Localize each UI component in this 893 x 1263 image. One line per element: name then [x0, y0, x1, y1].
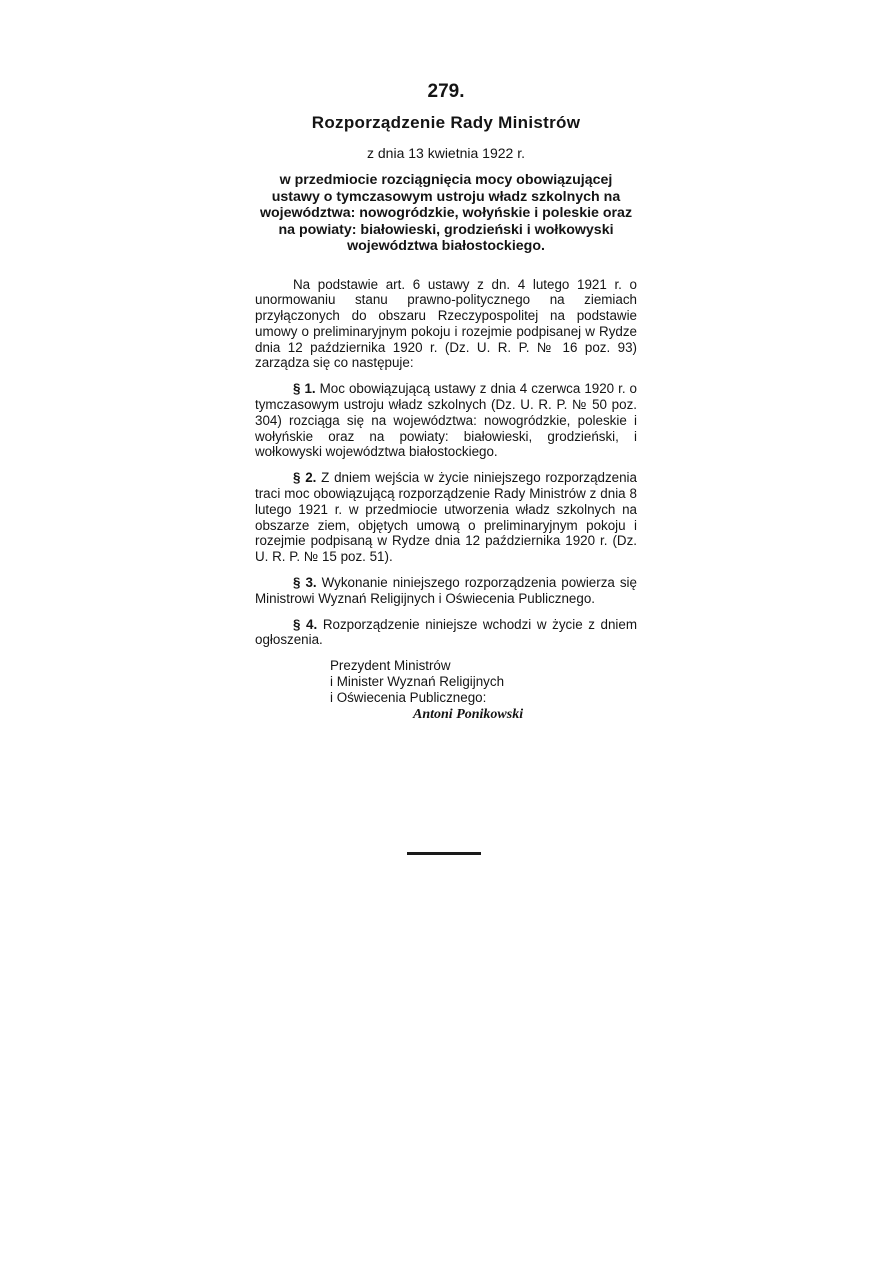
section-4-mark: § 4. — [293, 616, 318, 632]
act-subject: w przedmiocie rozciągnięcia mocy obowiązującej ustawy o tymczasowym ustroju władz szkolnych na województwa: nowogródzkie, wołyńskie i poleskie oraz na powiaty: białowieski, grodzieński i wołkowyski województwa białostockiego. — [259, 172, 633, 254]
section-1-mark: § 1. — [293, 381, 316, 397]
signature-line-1: Prezydent Ministrów — [330, 658, 451, 674]
section-4 — [255, 617, 637, 649]
section-2-text: Z dniem wejścia w życie niniejszego rozporządzenia traci moc obowiązującą rozporządzenie Rady Ministrów z dnia 8 lutego 1921 r. w przedmiocie utworzenia władz szkolnych na obszarze ziem, objętych umową o preliminaryjnym pokoju i rozejmie podpisaną w Rydze dnia 12 października 1920 r. (Dz. U. R. P. № 15 poz. 51). — [255, 470, 637, 565]
section-4-text: Rozporządzenie niniejsze wchodzi w życie z dniem ogłoszenia. — [255, 616, 637, 648]
act-date: z dnia 13 kwietnia 1922 r. — [367, 145, 525, 161]
preamble: Na podstawie art. 6 ustawy z dn. 4 lutego 1921 r. o unormowaniu stanu prawno-politycznego na ziemiach przyłączonych do obszaru Rzeczypospolitej na podstawie umowy o preliminaryjnym pokoju i rozejmie podpisanej w Rydze dnia 12 października 1920 r. (Dz. U. R. P. № 16 poz. 93) zarządza się co następuje: — [255, 276, 637, 371]
section-3-text: Wykonanie niniejszego rozporządzenia powierza się Ministrowi Wyznań Religijnych i Oświecenia Publicznego. — [255, 575, 637, 606]
section-1 — [255, 381, 637, 460]
section-1-text: Moc obowiązującą ustawy z dnia 4 czerwca 1920 r. o tymczasowym ustroju władz szkolnych (Dz. U. R. P. № 50 poz. 304) rozciąga się na województwa: nowogródzkie, poleskie i wołyńskie oraz na powiaty: białowieski, grodzieński, i wołkowyski województwa białostockiego. — [255, 381, 638, 460]
signature-line-3: i Oświecenia Publicznego: — [330, 690, 487, 706]
act-number: 279. — [427, 81, 465, 102]
signer-name: Antoni Ponikowski — [413, 707, 524, 723]
section-2 — [255, 470, 637, 565]
section-2-mark: § 2. — [293, 470, 317, 486]
section-3 — [255, 575, 637, 607]
section-3-mark: § 3. — [293, 575, 317, 591]
document-page — [255, 80, 637, 723]
act-title: Rozporządzenie Rady Ministrów — [311, 113, 581, 132]
end-rule — [407, 852, 481, 855]
signature-block — [330, 658, 637, 706]
signature-line-2: i Minister Wyznań Religijnych — [330, 674, 505, 690]
